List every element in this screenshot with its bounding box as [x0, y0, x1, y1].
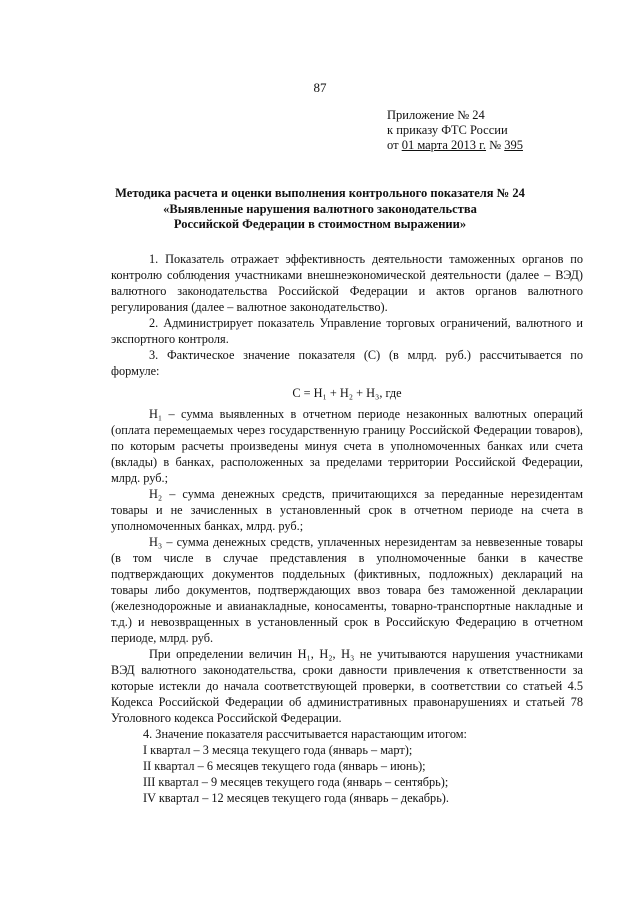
quarter-1: I квартал – 3 месяца текущего года (январь – март);	[143, 743, 413, 757]
quarter-4: IV квартал – 12 месяцев текущего года (январь – декабрь).	[143, 791, 449, 805]
paragraph-2: 2. Администрирует показатель Управление торговых ограничений, валютного и экспортного контроля.	[111, 316, 583, 346]
formula: С = Н₁ + Н₂ + Н₃, где	[292, 386, 402, 400]
annex-date-line	[387, 138, 523, 153]
document-body	[111, 251, 583, 806]
annex-number: Приложение № 24	[387, 108, 485, 122]
title-line-2: «Выявленные нарушения валютного законодательства	[163, 201, 477, 216]
title-line-3: Российской Федерации в стоимостном выражении»	[173, 217, 467, 231]
definition-h3: Н₃ – сумма денежных средств, уплаченных нерезидентам за неввезенные товары (в том числе в случае представления в уполномоченные банки в качестве подтверждающих документов поддельных (фиктивных, подложных) деклараций на товары либо документов, подтверждающих ввоз товара без таможенной декларации (железнодорожные и авианакладные, коносаменты, товарно-транспортные накладные и т.д.) и невозвращенных в установленный срок в Российскую Федерацию в отчетном периоде, млрд. руб.	[111, 535, 583, 645]
annex-date: 01 марта 2013 г.	[401, 138, 487, 152]
paragraph-1: 1. Показатель отражает эффективность деятельности таможенных органов по контролю соблюдения участниками внешнеэкономической деятельности (далее – ВЭД) валютного законодательства Российской Федерации и актов органов валютного регулирования (далее – валютное законодательство).	[111, 252, 583, 314]
paragraph-4: 4. Значение показателя рассчитывается нарастающим итогом:	[143, 727, 467, 741]
quarter-3: III квартал – 9 месяцев текущего года (январь – сентябрь);	[143, 775, 449, 789]
document-title	[0, 186, 640, 233]
annex-header	[387, 108, 523, 153]
annex-date-prefix: от	[387, 138, 399, 152]
quarter-list	[111, 742, 583, 806]
page-number: 87	[313, 80, 327, 95]
note-paragraph: При определении величин Н₁, Н₂, Н₃ не учитываются нарушения участниками ВЭД валютного законодательства, сроки давности привлечения к ответственности за которые истекли до начала соответствующей проверки, в соответствии со статьей 4.5 Кодекса Российской Федерации об административных правонарушениях и статьей 78 Уголовного кодекса Российской Федерации.	[111, 647, 583, 725]
definition-h2: Н₂ – сумма денежных средств, причитающихся за переданные нерезидентам товары и не зачисленных в установленный срок в отчетном периоде на счета в уполномоченных банках, млрд. руб.;	[111, 487, 583, 533]
annex-order-number: 395	[504, 138, 523, 152]
annex-order-ref: к приказу ФТС России	[387, 123, 508, 137]
annex-no-label: №	[489, 138, 502, 152]
paragraph-3: 3. Фактическое значение показателя (С) (в млрд. руб.) рассчитывается по формуле:	[111, 348, 583, 378]
quarter-2: II квартал – 6 месяцев текущего года (январь – июнь);	[143, 759, 426, 773]
title-line-1: Методика расчета и оценки выполнения контрольного показателя № 24	[115, 186, 525, 200]
definition-h1: Н₁ – сумма выявленных в отчетном периоде незаконных валютных операций (оплата перемещаемых через государственную границу Российской Федерации товаров), по которым расчеты произведены минуя счета в уполномоченных банках или счета (вклады) в банках, расположенных за пределами территории Российской Федерации, млрд. руб.;	[111, 407, 583, 485]
